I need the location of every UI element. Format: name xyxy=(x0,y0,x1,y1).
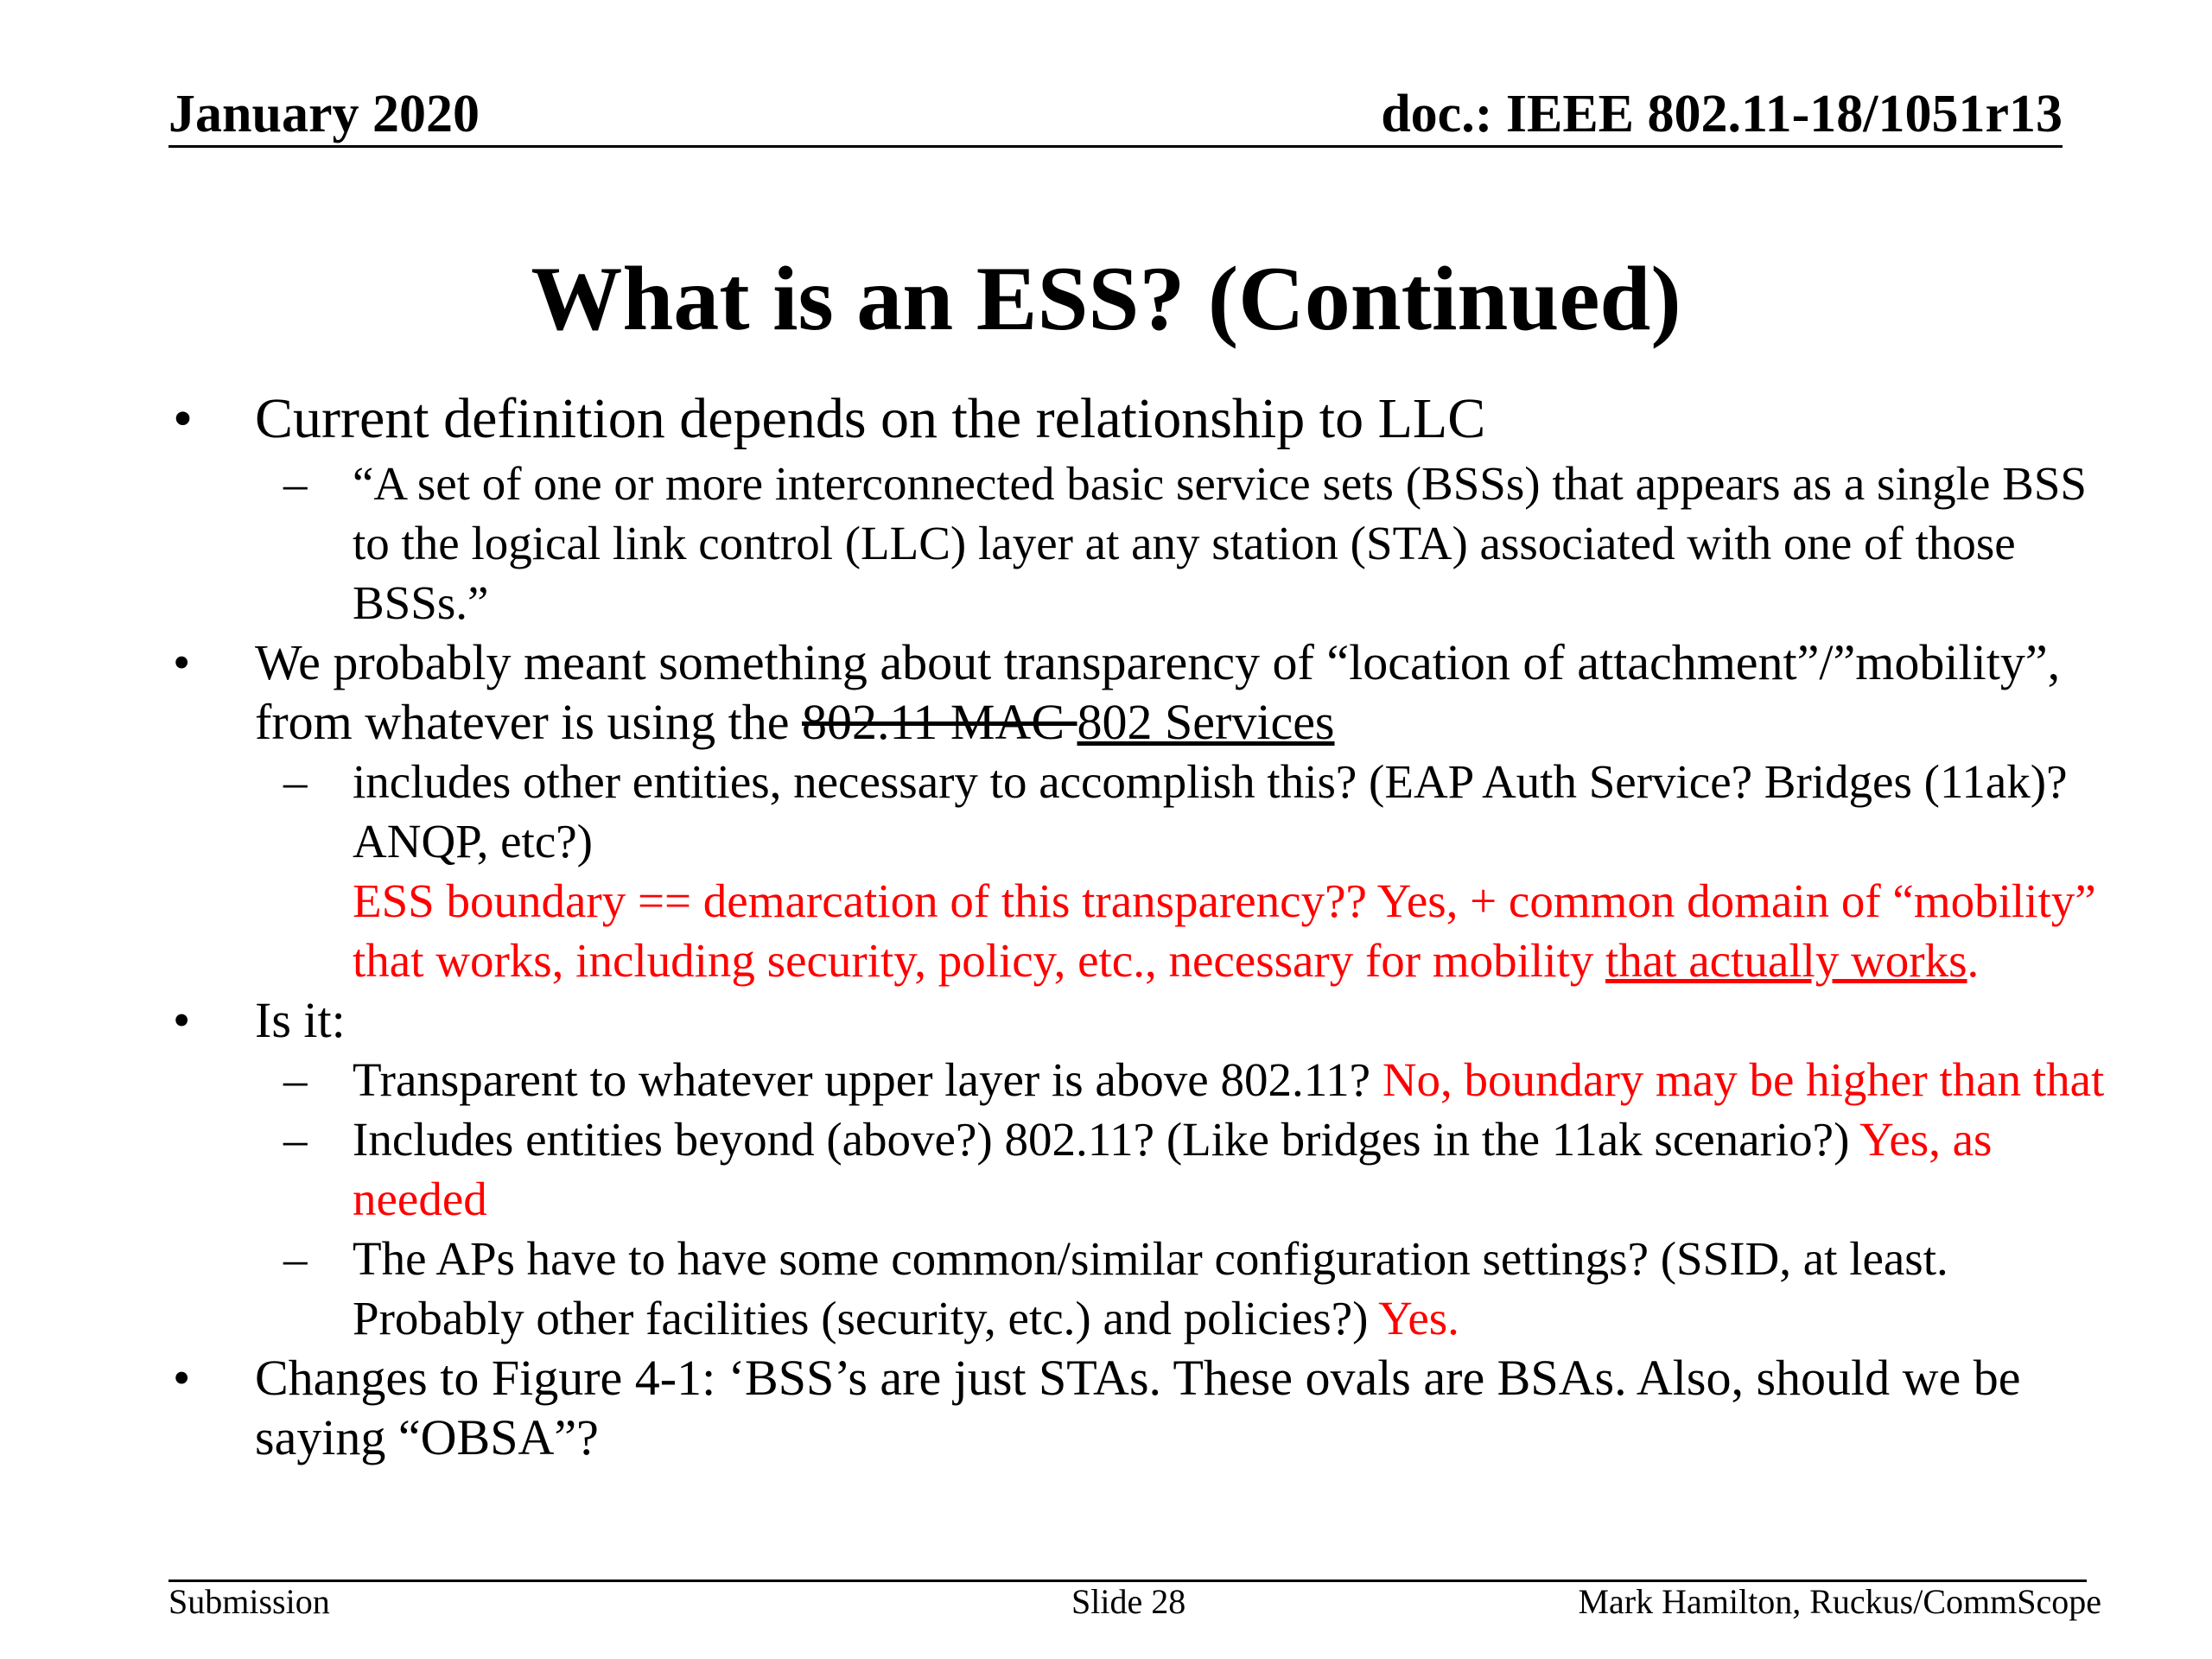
bullet-2-struck-text: 802.11 MAC xyxy=(802,694,1077,750)
header-doc-id: doc.: IEEE 802.11-18/1051r13 xyxy=(1381,85,2063,143)
bullet-4 xyxy=(168,1348,2121,1467)
bullet-3-sub-3-question: The APs have to have some common/similar configuration settings? (SSID, at least. Probably other facilities (security, etc.) and policies?) xyxy=(353,1232,1948,1344)
dash-marker: – xyxy=(283,457,308,510)
slide-title: What is an ESS? (Continued) xyxy=(531,248,1681,349)
bullet-marker: • xyxy=(173,992,191,1048)
bullet-3-sub-1-answer: No, boundary may be higher than that xyxy=(1382,1053,2105,1106)
bullet-3-sub-2-answer: Yes, as needed xyxy=(353,1113,1993,1225)
bullet-1 xyxy=(168,385,2121,454)
header-date: January 2020 xyxy=(168,85,480,143)
footer-slide-number: Slide 28 xyxy=(1071,1582,1186,1621)
dash-marker: – xyxy=(283,1113,308,1166)
bullet-2-sub-1 xyxy=(168,752,2121,990)
bullet-2-text: We probably meant something about transparency of “location of attachment”/”mobility”, from whatever is using the xyxy=(255,634,2061,750)
header-divider xyxy=(168,145,2063,148)
bullet-3-sub-2 xyxy=(168,1109,2121,1229)
bullet-3 xyxy=(168,990,2121,1050)
bullet-3-sub-3-answer: Yes. xyxy=(1378,1292,1459,1344)
bullet-1-sub-1-text: “A set of one or more interconnected basic service sets (BSSs) that appears as a single BSS to the logical link control (LLC) layer at any station (STA) associated with one of those BSSs.” xyxy=(353,457,2087,629)
bullet-3-sub-3 xyxy=(168,1229,2121,1348)
bullet-2-sub-1-answer-underlined: that actually works xyxy=(1605,934,1967,987)
slide-body xyxy=(168,385,2121,1467)
bullet-2-sub-1-text: includes other entities, necessary to accomplish this? (EAP Auth Service? Bridges (11ak)? ANQP, etc?) xyxy=(353,755,2068,868)
dash-marker: – xyxy=(283,1053,308,1106)
bullet-3-sub-1-question: Transparent to whatever upper layer is above 802.11? xyxy=(353,1053,1382,1106)
footer-submission: Submission xyxy=(168,1582,330,1621)
footer-author: Mark Hamilton, Ruckus/CommScope xyxy=(1578,1582,2101,1621)
bullet-3-text: Is it: xyxy=(255,992,346,1048)
bullet-2-sub-1-answer: ESS boundary == demarcation of this transparency?? Yes, + common domain of “mobility” that works, including security, policy, etc., necessary for mobility xyxy=(353,874,2096,987)
bullet-2-underlined-text: 802 Services xyxy=(1077,694,1335,750)
bullet-1-text: Current definition depends on the relationship to LLC xyxy=(255,387,1486,450)
bullet-4-text: Changes to Figure 4-1: ‘BSS’s are just STAs. These ovals are BSAs. Also, should we be saying “OBSA”? xyxy=(255,1350,2021,1465)
bullet-2 xyxy=(168,632,2121,752)
dash-marker: – xyxy=(283,755,308,808)
bullet-marker: • xyxy=(173,387,194,450)
bullet-3-sub-1 xyxy=(168,1050,2121,1109)
bullet-2-sub-1-answer-end: . xyxy=(1967,934,1980,987)
bullet-3-sub-2-question: Includes entities beyond (above?) 802.11? (Like bridges in the 11ak scenario?) xyxy=(353,1113,1860,1166)
bullet-marker: • xyxy=(173,1350,191,1406)
bullet-marker: • xyxy=(173,634,191,690)
bullet-1-sub-1 xyxy=(168,454,2121,632)
dash-marker: – xyxy=(283,1232,308,1285)
